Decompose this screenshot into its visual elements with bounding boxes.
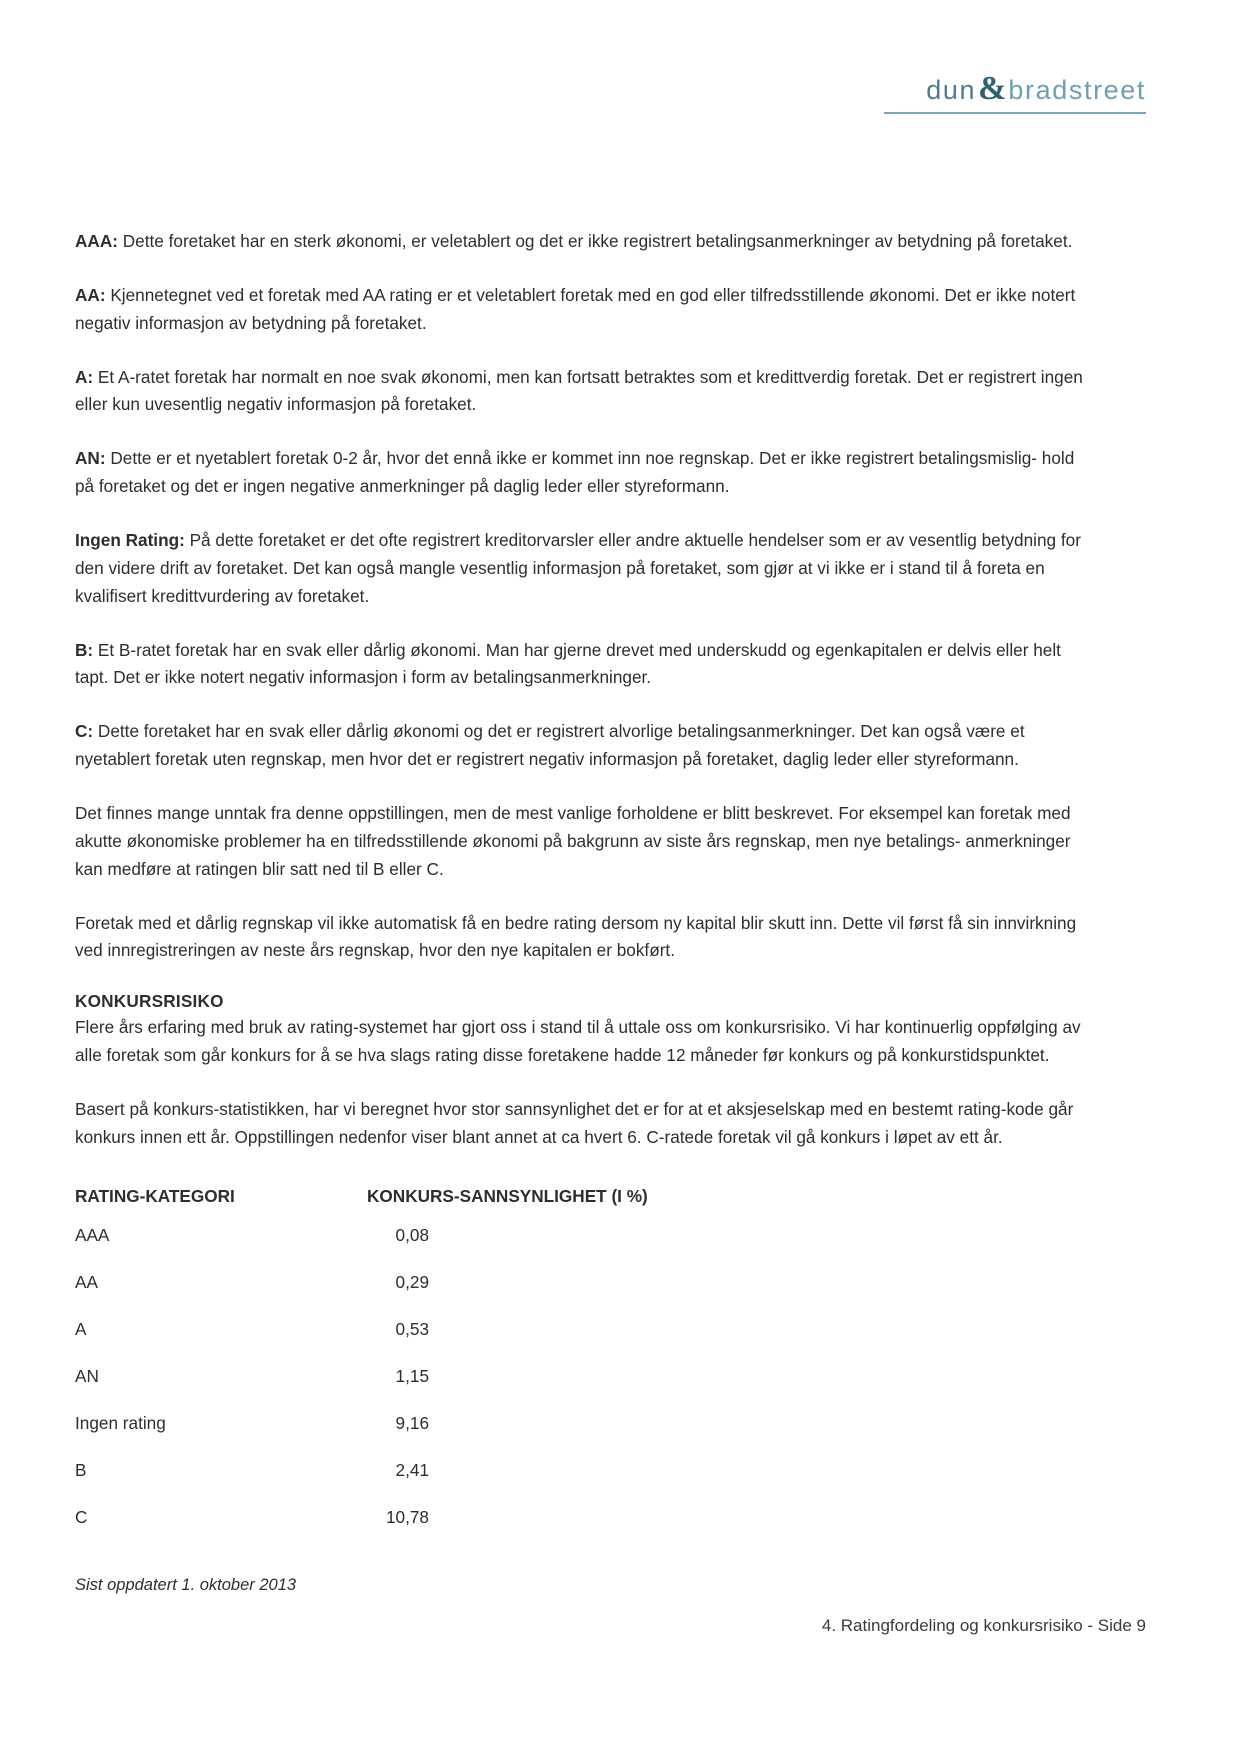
cell-probability-value: 10,78 xyxy=(385,1506,429,1527)
paragraph-aaa-lead: AAA: xyxy=(75,231,118,251)
paragraph-kapital xyxy=(75,910,1085,966)
cell-rating-category: C xyxy=(75,1506,88,1527)
paragraph-an xyxy=(75,445,1085,501)
paragraph-kapital-text: Foretak med et dårlig regnskap vil ikke automatisk få en bedre rating dersom ny kapital blir skutt inn. Dette vil først få sin innvirkning ved innregistreringen av neste års regnskap, hvor den nye kapitalen er bokført. xyxy=(75,912,1077,961)
last-updated-note: Sist oppdatert 1. oktober 2013 xyxy=(75,1575,297,1594)
cell-rating-category: AN xyxy=(75,1365,99,1386)
cell-probability xyxy=(367,1225,715,1272)
rating-probability-table xyxy=(75,1186,715,1554)
table-row xyxy=(75,1460,715,1507)
cell-probability-value: 0,53 xyxy=(395,1318,429,1339)
table-body xyxy=(75,1225,715,1554)
table-header xyxy=(75,1186,715,1225)
paragraph-unntak xyxy=(75,800,1085,884)
cell-rating-category: B xyxy=(75,1459,87,1480)
cell-rating-category: AAA xyxy=(75,1224,110,1245)
table-row xyxy=(75,1272,715,1319)
cell-probability-value: 1,15 xyxy=(395,1365,429,1386)
logo-dun-text: dun xyxy=(926,75,977,105)
paragraph-b xyxy=(75,637,1085,693)
paragraph-c-lead: C: xyxy=(75,721,94,742)
cell-probability-value: 0,08 xyxy=(395,1224,429,1245)
paragraph-an-text: Dette er et nyetablert foretak 0-2 år, hvor det ennå ikke er kommet inn noe regnskap. Det er ikke registrert betalingsmislig- hold på foretaket og det er ingen negative anmerkninger på daglig leder eller styreformann. xyxy=(75,448,1075,497)
paragraph-aaa-text: Dette foretaket har en sterk økonomi, er veletablert og det er ikke registrert betalingsanmerkninger av betydning på foretaket. xyxy=(122,231,1073,251)
cell-probability xyxy=(367,1460,715,1507)
dun-bradstreet-logo xyxy=(926,70,1146,108)
paragraph-aa-lead: AA: xyxy=(75,284,106,305)
table-row xyxy=(75,1413,715,1460)
cell-rating-category: AA xyxy=(75,1271,98,1292)
paragraph-b-text: Et B-ratet foretak har en svak eller dårlig økonomi. Man har gjerne drevet med underskudd og egenkapitalen er delvis eller helt tapt. Det er ikke notert negativ informasjon i form av betalingsanmerkninger. xyxy=(75,639,1061,688)
column-header-konkurs-sannsynlighet: KONKURS-SANNSYNLIGHET (I %) xyxy=(367,1185,648,1206)
cell-probability xyxy=(367,1319,715,1366)
cell-rating-category: Ingen rating xyxy=(75,1412,166,1433)
cell-probability xyxy=(367,1507,715,1554)
cell-probability xyxy=(367,1366,715,1413)
paragraph-konkursrisiko-1: Flere års erfaring med bruk av rating-systemet har gjort oss i stand til å uttale oss om konkursrisiko. Vi har kontinuerlig oppfølging av alle foretak som går konkurs for å se hva slags rating disse foretakene hadde 12 måneder før konkurs og på konkurstidspunktet. xyxy=(75,1017,1081,1066)
paragraph-c xyxy=(75,718,1085,774)
document-body xyxy=(75,228,1085,1595)
paragraph-aaa xyxy=(75,228,1085,256)
paragraph-aa-text: Kjennetegnet ved et foretak med AA rating er et veletablert foretak med en god eller tilfredsstillende økonomi. Det er ikke notert negativ informasjon av betydning på foretaket. xyxy=(75,284,1076,333)
paragraph-a-text: Et A-ratet foretak har normalt en noe svak økonomi, men kan fortsatt betraktes som et kredittverdig foretak. Det er registrert ingen eller kun uvesentlig negativ informasjon på foretaket. xyxy=(75,366,1083,415)
logo-ampersand-icon: & xyxy=(978,70,1007,107)
paragraph-an-lead: AN: xyxy=(75,448,106,469)
logo-bradstreet-text: bradstreet xyxy=(1008,75,1146,105)
cell-probability xyxy=(367,1272,715,1319)
paragraph-ingen-rating-lead: Ingen Rating: xyxy=(75,530,185,551)
cell-probability-value: 9,16 xyxy=(395,1412,429,1433)
table-header-row xyxy=(75,1186,715,1225)
logo-underline-divider xyxy=(884,112,1146,114)
cell-probability xyxy=(367,1413,715,1460)
paragraph-a xyxy=(75,364,1085,420)
paragraph-b-lead: B: xyxy=(75,639,94,660)
cell-rating-category: A xyxy=(75,1318,87,1339)
column-header-rating-kategori: RATING-KATEGORI xyxy=(75,1185,235,1206)
paragraph-konkursrisiko-2: Basert på konkurs-statistikken, har vi beregnet hvor stor sannsynlighet det er for at et aksjeselskap med en bestemt rating-kode går konkurs innen ett år. Oppstillingen nedenfor viser blant annet at ca hvert 6. C-ratede foretak vil gå konkurs i løpet av ett år. xyxy=(75,1099,1074,1147)
table-row xyxy=(75,1319,715,1366)
cell-probability-value: 0,29 xyxy=(395,1271,429,1292)
paragraph-c-text: Dette foretaket har en svak eller dårlig økonomi og det er registrert alvorlige betalingsanmerkninger. Det kan også være et nyetablert foretak uten regnskap, men hvor det er registrert negativ informasjon på foretaket, daglig leder eller styreformann. xyxy=(75,721,1025,770)
paragraph-a-lead: A: xyxy=(75,366,94,387)
page-footer: 4. Ratingfordeling og konkursrisiko - Side 9 xyxy=(821,1616,1146,1635)
paragraph-unntak-text: Det finnes mange unntak fra denne oppstillingen, men de mest vanlige forholdene er blitt beskrevet. For eksempel kan foretak med akutte økonomiske problemer ha en tilfredsstillende økonomi på bakgrunn av siste års regnskap, men nye betalings- anmerkninger kan medføre at ratingen blir satt ned til B eller C. xyxy=(75,803,1071,879)
paragraph-aa xyxy=(75,282,1085,338)
cell-probability-value: 2,41 xyxy=(395,1459,429,1480)
table-row xyxy=(75,1366,715,1413)
section-heading-konkursrisiko: KONKURSRISIKO xyxy=(75,991,224,1012)
table-row xyxy=(75,1507,715,1554)
table-row xyxy=(75,1225,715,1272)
paragraph-ingen-rating xyxy=(75,527,1085,611)
paragraph-ingen-rating-text: På dette foretaket er det ofte registrert kreditorvarsler eller andre aktuelle hendelser som er av vesentlig betydning for den videre drift av foretaket. Det kan også mangle vesentlig informasjon på foretaket, som gjør at vi ikke er i stand til å foreta en kvalifisert kredittvurdering av foretaket. xyxy=(75,530,1081,606)
